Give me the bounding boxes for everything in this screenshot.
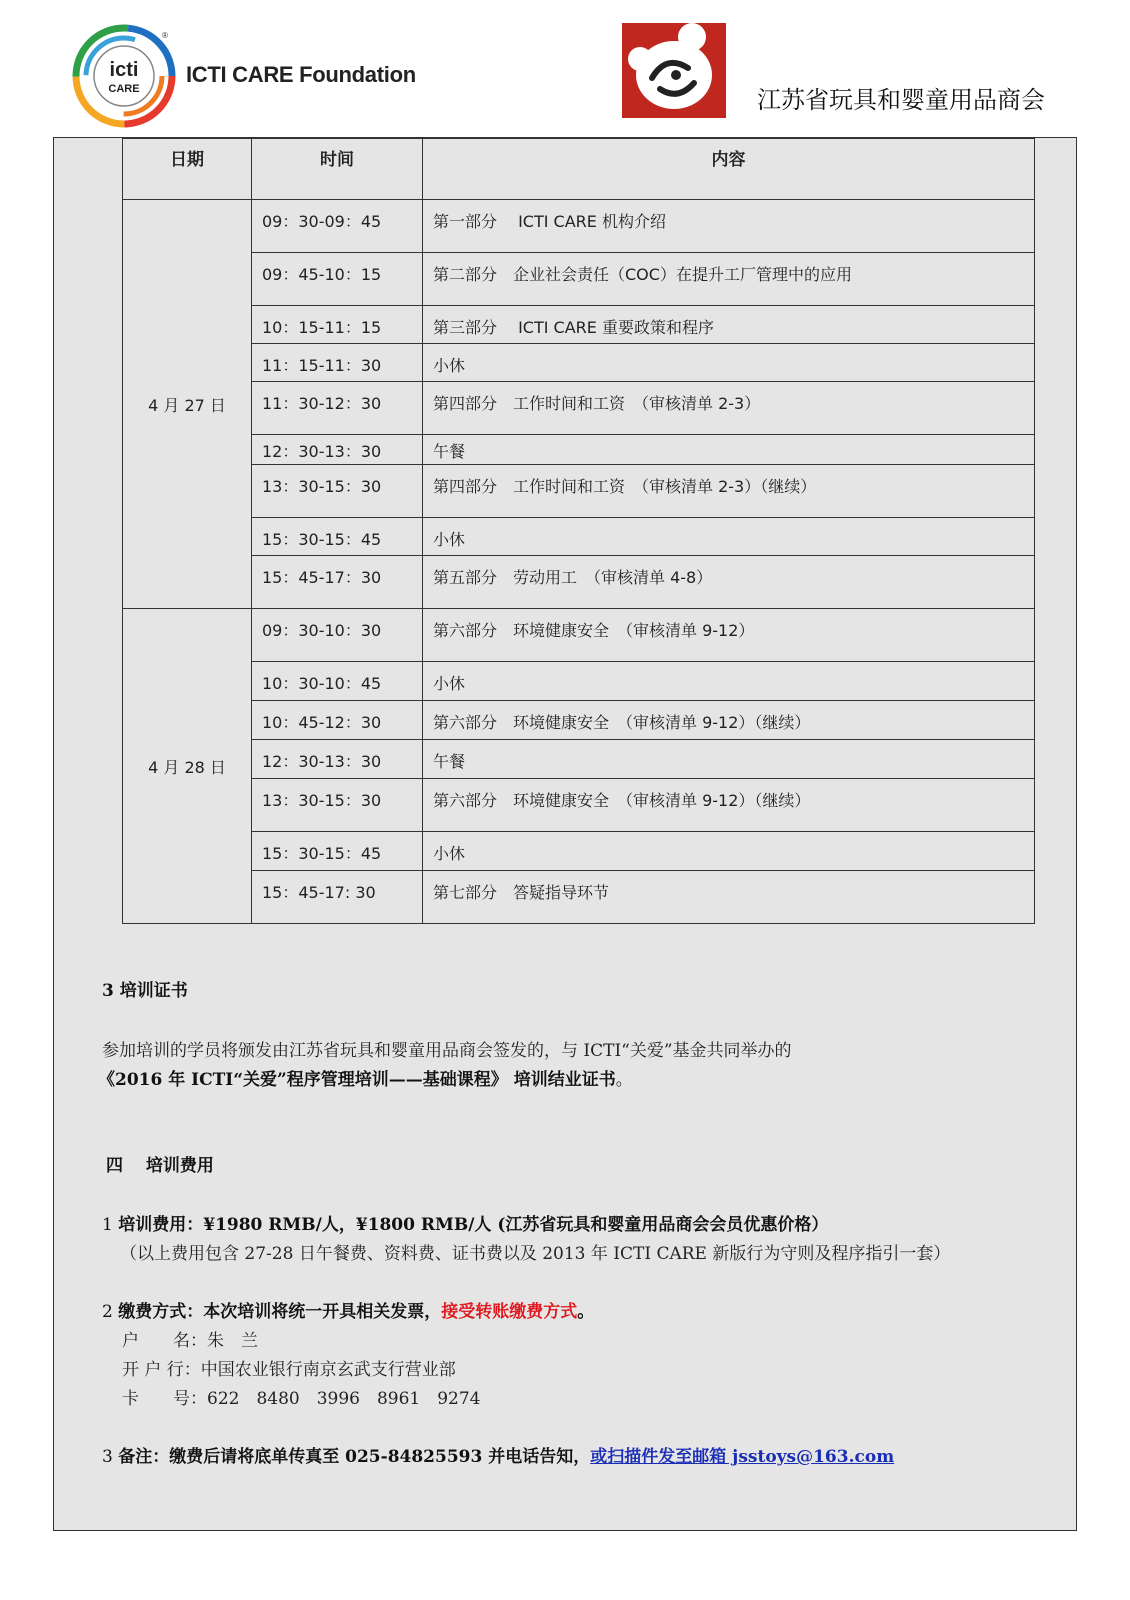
svg-text:CARE: CARE (108, 83, 140, 95)
time-cell: 10：15-11：15 (252, 306, 423, 344)
table-row (123, 518, 1035, 556)
certificate-heading: 3 培训证书 (102, 981, 188, 1001)
time-cell: 09：45-10：15 (252, 253, 423, 306)
header-content: 内容 (423, 139, 1035, 200)
content-cell: 第三部分 ICTI CARE 重要政策和程序 (423, 306, 1035, 344)
svg-text:icti: icti (109, 59, 139, 81)
fees-item-2-number: 2 (102, 1302, 119, 1322)
table-row (123, 382, 1035, 435)
table-row (123, 701, 1035, 740)
table-row (123, 465, 1035, 518)
fees-item-2-text: 缴费方式：本次培训将统一开具相关发票， (118, 1302, 442, 1322)
email-link[interactable]: 或扫描件发至邮箱 jsstoys@163.com (590, 1447, 895, 1467)
content-cell: 第五部分 劳动用工 （审核清单 4-8） (423, 556, 1035, 609)
time-cell: 10：30-10：45 (252, 662, 423, 701)
content-cell: 午餐 (423, 435, 1035, 465)
account-name: 户 名：朱 兰 (122, 1331, 258, 1351)
fees-item-1 (102, 1210, 828, 1235)
jiangsu-bear-logo-icon (622, 23, 726, 118)
fees-item-3-text: 备注：缴费后请将底单传真至 025-84825593 并电话告知， (118, 1447, 591, 1467)
fees-item-2-period: 。 (577, 1302, 595, 1322)
fees-transfer-accepted: 接受转账缴费方式 (441, 1302, 578, 1322)
fees-item-3 (102, 1442, 894, 1467)
header-time: 时间 (252, 139, 423, 200)
time-cell: 11：30-12：30 (252, 382, 423, 435)
fees-item-3-number: 3 (102, 1447, 119, 1467)
content-cell: 第二部分 企业社会责任（COC）在提升工厂管理中的应用 (423, 253, 1035, 306)
content-cell: 第一部分 ICTI CARE 机构介绍 (423, 200, 1035, 253)
table-row (123, 779, 1035, 832)
time-cell: 09：30-10：30 (252, 609, 423, 662)
page-header (0, 0, 1130, 135)
content-cell: 第四部分 工作时间和工资 （审核清单 2-3） (423, 382, 1035, 435)
table-row (123, 871, 1035, 924)
certificate-period: 。 (615, 1070, 633, 1090)
fees-item-1-text: 培训费用：¥1980 RMB/人，¥1800 RMB/人 (江苏省玩具和婴童用品商会会员优惠价格） (118, 1215, 829, 1235)
fees-item-2 (102, 1297, 594, 1322)
table-row (123, 344, 1035, 382)
document-panel (53, 137, 1077, 1531)
content-cell: 第七部分 答疑指导环节 (423, 871, 1035, 924)
time-cell: 09：30-09：45 (252, 200, 423, 253)
date-cell: 4 月 27 日 (123, 200, 252, 609)
header-date: 日期 (123, 139, 252, 200)
content-cell: 第六部分 环境健康安全 （审核清单 9-12） (423, 609, 1035, 662)
table-row (123, 306, 1035, 344)
time-cell: 10：45-12：30 (252, 701, 423, 740)
time-cell: 12：30-13：30 (252, 435, 423, 465)
content-cell: 小休 (423, 832, 1035, 871)
bank-name: 开 户 行：中国农业银行南京玄武支行营业部 (122, 1360, 456, 1380)
time-cell: 12：30-13：30 (252, 740, 423, 779)
table-row (123, 200, 1035, 253)
table-row (123, 435, 1035, 465)
table-header-row (123, 139, 1035, 200)
time-cell: 15：30-15：45 (252, 518, 423, 556)
fees-item-1-number: 1 (102, 1215, 119, 1235)
time-cell: 15：45-17：30 (252, 556, 423, 609)
certificate-course-name: 《2016 年 ICTI“关爱”程序管理培训——基础课程》 培训结业证书 (98, 1070, 616, 1090)
svg-text:®: ® (162, 31, 168, 40)
content-cell: 小休 (423, 662, 1035, 701)
time-cell: 15：45-17: 30 (252, 871, 423, 924)
certificate-text-line2 (98, 1065, 633, 1090)
table-row (123, 556, 1035, 609)
content-cell: 第六部分 环境健康安全 （审核清单 9-12）（继续） (423, 701, 1035, 740)
fees-heading: 四 培训费用 (106, 1156, 214, 1176)
icti-care-logo-icon (72, 24, 182, 134)
table-row (123, 832, 1035, 871)
table-row (123, 662, 1035, 701)
content-cell: 第四部分 工作时间和工资 （审核清单 2-3）（继续） (423, 465, 1035, 518)
date-cell: 4 月 28 日 (123, 609, 252, 924)
time-cell: 15：30-15：45 (252, 832, 423, 871)
fees-item-1-note: （以上费用包含 27-28 日午餐费、资料费、证书费以及 2013 年 ICTI CARE 新版行为守则及程序指引一套） (120, 1244, 951, 1264)
training-schedule-table (122, 138, 1035, 924)
table-row (123, 253, 1035, 306)
certificate-text-line1: 参加培训的学员将颁发由江苏省玩具和婴童用品商会签发的，与 ICTI“关爱”基金共同举办的 (102, 1041, 792, 1061)
time-cell: 13：30-15：30 (252, 779, 423, 832)
content-cell: 小休 (423, 344, 1035, 382)
icti-org-name: ICTI CARE Foundation (186, 62, 416, 87)
jiangsu-org-name: 江苏省玩具和婴童用品商会 (757, 86, 1045, 114)
table-row (123, 609, 1035, 662)
table-row (123, 740, 1035, 779)
time-cell: 11：15-11：30 (252, 344, 423, 382)
card-number: 卡 号：622 8480 3996 8961 9274 (122, 1389, 481, 1409)
time-cell: 13：30-15：30 (252, 465, 423, 518)
content-cell: 第六部分 环境健康安全 （审核清单 9-12）（继续） (423, 779, 1035, 832)
content-cell: 小休 (423, 518, 1035, 556)
content-cell: 午餐 (423, 740, 1035, 779)
